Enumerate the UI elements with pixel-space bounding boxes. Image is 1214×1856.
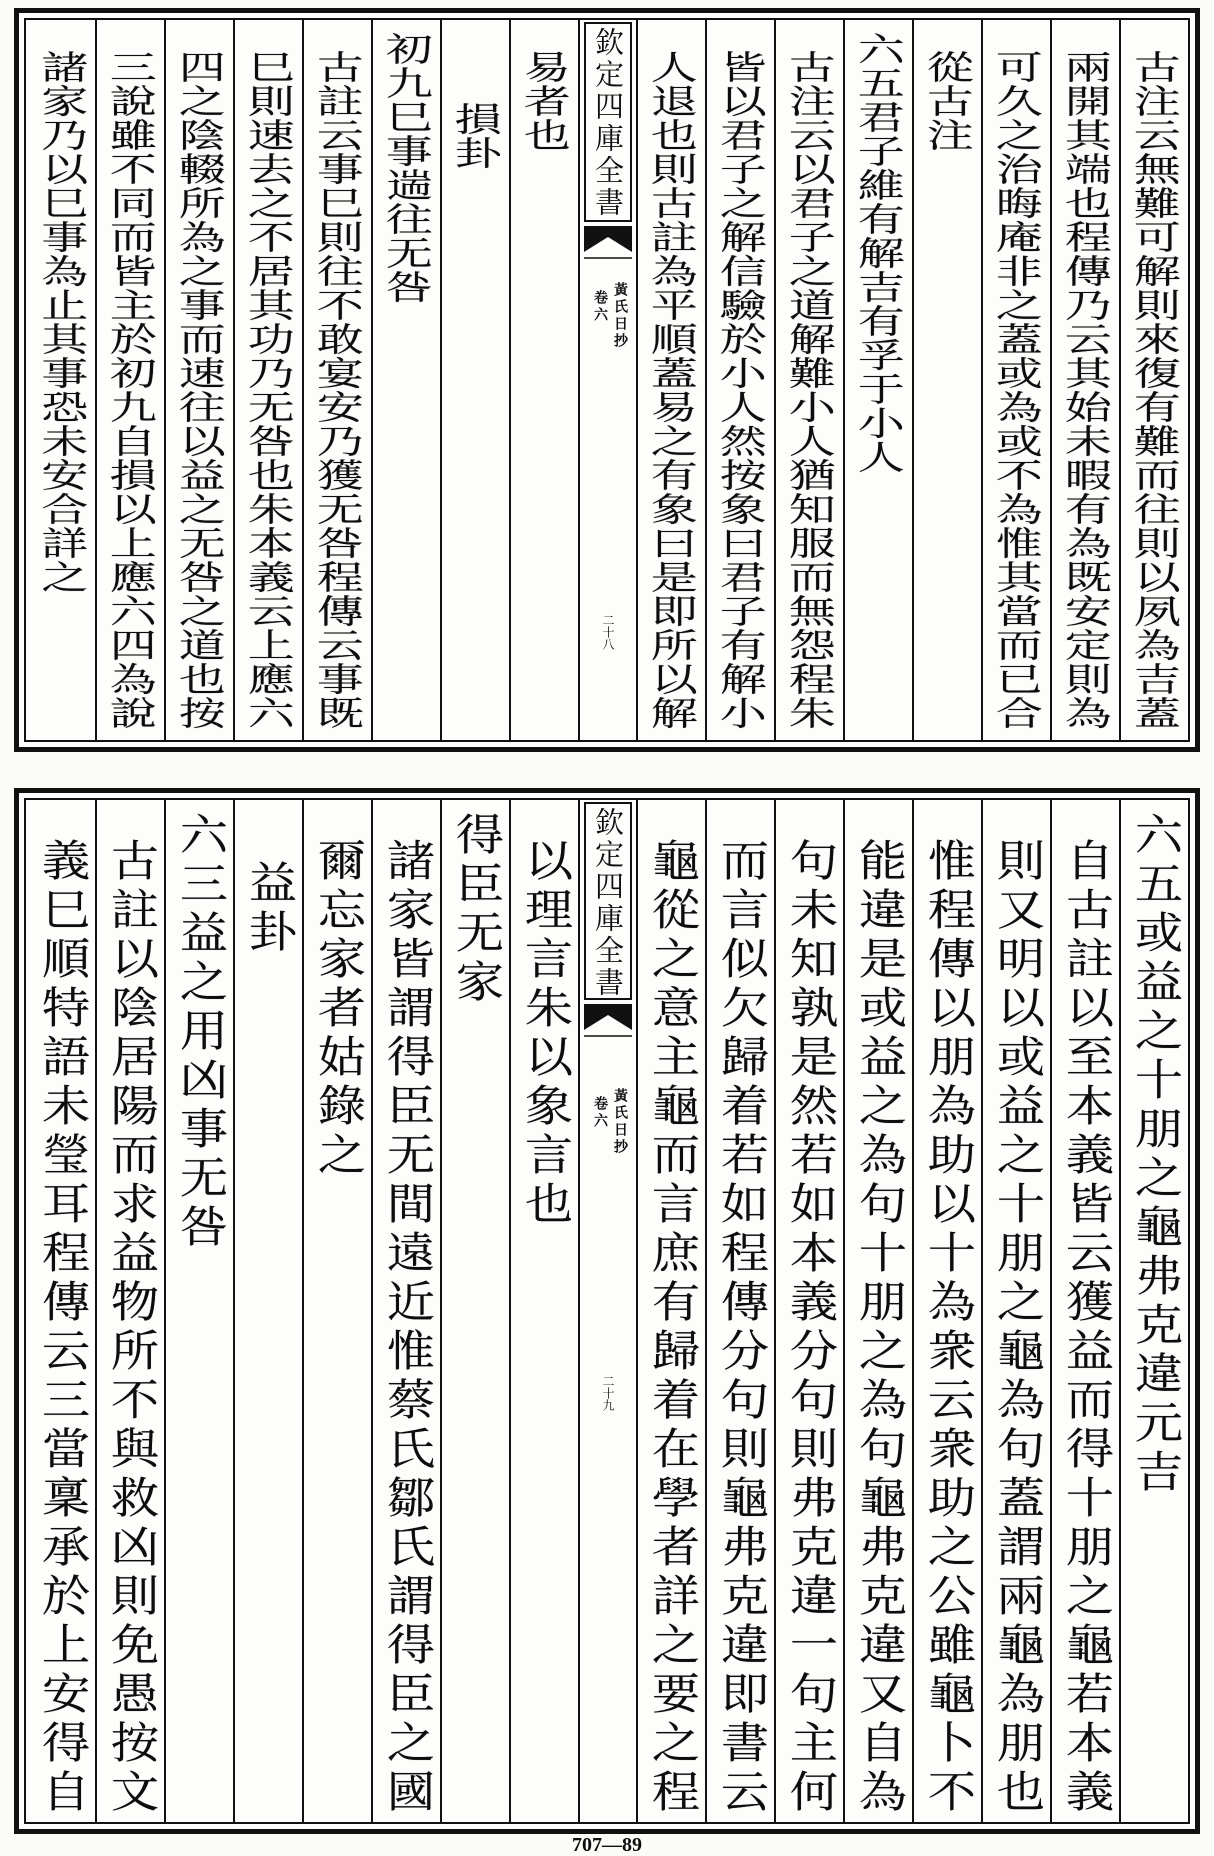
volume-label: 卷六: [592, 290, 608, 324]
text-column: [705, 800, 774, 1822]
column-text: 可久之治晦庵非之蓋或為或不為惟其當而已合: [988, 50, 1045, 730]
column-text: 兩開其端也程傳乃云其始未暇有為既安定則為: [1057, 50, 1114, 730]
footer-page-number: 707—89: [572, 1834, 642, 1856]
text-column: [1050, 800, 1119, 1822]
column-text: 古注云以君子之道解難小人猶知服而無怨程朱: [781, 50, 838, 730]
column-text: 則又明以或益之十朋之龜為句蓋謂兩龜為朋也: [989, 838, 1046, 1818]
column-text: 以理言朱以象言也: [517, 838, 574, 1230]
work-title: 黃氏日抄: [612, 282, 628, 350]
text-column: [1119, 800, 1188, 1822]
column-grid: [24, 18, 1190, 742]
column-text: 四之陰輟所為之事而速往以益之无咎之道也按: [171, 50, 228, 730]
column-text: 巳則速去之不居其功乃无咎也朱本義云上應六: [240, 50, 297, 730]
text-column: [774, 800, 843, 1822]
column-text: 古註以陰居陽而求益物所不與救凶則免愚按文: [103, 838, 160, 1818]
text-column: [843, 800, 912, 1822]
text-column: [371, 800, 440, 1822]
column-text: 諸家乃以巳事為止其事恐未安合詳之: [34, 50, 90, 594]
column-text: 人退也則古註為平順蓋易之有象曰是即所以解: [643, 50, 700, 730]
classic-text-line: 初九巳事遄往无咎: [378, 32, 435, 304]
column-text: 自古註以至本義皆云獲益而得十朋之龜若本義: [1058, 838, 1115, 1818]
text-column: [26, 20, 95, 740]
text-column: [95, 800, 164, 1822]
classic-text-line: 六三益之用凶事无咎: [172, 812, 229, 1253]
text-column: [981, 800, 1050, 1822]
column-text: 能違是或益之為句十朋之為句龜弗克違又自為: [851, 838, 908, 1818]
volume-label: 卷六: [592, 1096, 608, 1130]
column-grid: [24, 798, 1190, 1824]
text-column: [912, 800, 981, 1822]
text-column: [509, 800, 578, 1822]
column-text: 三說雖不同而皆主於初九自損以上應六四為說: [102, 50, 159, 730]
column-text: 從古注: [919, 50, 976, 152]
section-heading: 益卦: [241, 860, 298, 958]
text-column: [302, 800, 371, 1822]
column-text: 義巳順特語未瑩耳程傳云三當稟承於上安得自: [34, 838, 91, 1818]
column-text: 龜從之意主龜而言庶有歸着在學者詳之要之程: [644, 838, 701, 1818]
text-column: [164, 800, 233, 1822]
book-title-box: 欽定四庫全書: [584, 22, 632, 222]
column-text: 爾忘家者姑錄之: [310, 838, 367, 1181]
center-column: [578, 800, 636, 1822]
column-text: 皆以君子之解信驗於小人然按象曰君子有解小: [712, 50, 769, 730]
text-column: [636, 20, 705, 740]
classic-text-line: 得臣无家: [448, 812, 505, 1008]
text-column: [440, 800, 509, 1822]
text-column: [26, 800, 95, 1822]
work-title: 黃氏日抄: [612, 1088, 628, 1156]
column-text: 而言似欠歸着若如程傳分句則龜弗克違即書云: [713, 838, 770, 1818]
column-text: 句未知孰是然若如本義分句則弗克違一句主何: [782, 838, 839, 1818]
section-heading: 損卦: [447, 102, 504, 170]
leaf-number: 二十九: [601, 1375, 615, 1411]
upper-leaf: [14, 8, 1200, 752]
fish-tail-icon: [584, 1004, 632, 1040]
column-text: 易者也: [516, 50, 573, 152]
leaf-number: 二十八: [601, 614, 615, 650]
lower-leaf: [14, 788, 1200, 1834]
classic-text-line: 六五或益之十朋之龜弗克違元吉: [1127, 812, 1184, 1498]
column-text: 惟程傳以朋為助以十為衆云衆助之公雖龜卜不: [920, 838, 977, 1818]
column-text: 諸家皆謂得臣无間遠近惟蔡氏鄒氏謂得臣之國: [379, 838, 436, 1818]
book-title-box: 欽定四庫全書: [584, 802, 632, 1000]
classic-text-line: 六五君子維有解吉有孚于小人: [850, 32, 907, 474]
text-column: [636, 800, 705, 1822]
text-column: [233, 800, 302, 1822]
column-text: 古注云無難可解則來復有難而往則以夙為吉蓋: [1126, 50, 1183, 730]
column-text: 古註云事巳則往不敢宴安乃獲无咎程傳云事既: [309, 50, 366, 730]
